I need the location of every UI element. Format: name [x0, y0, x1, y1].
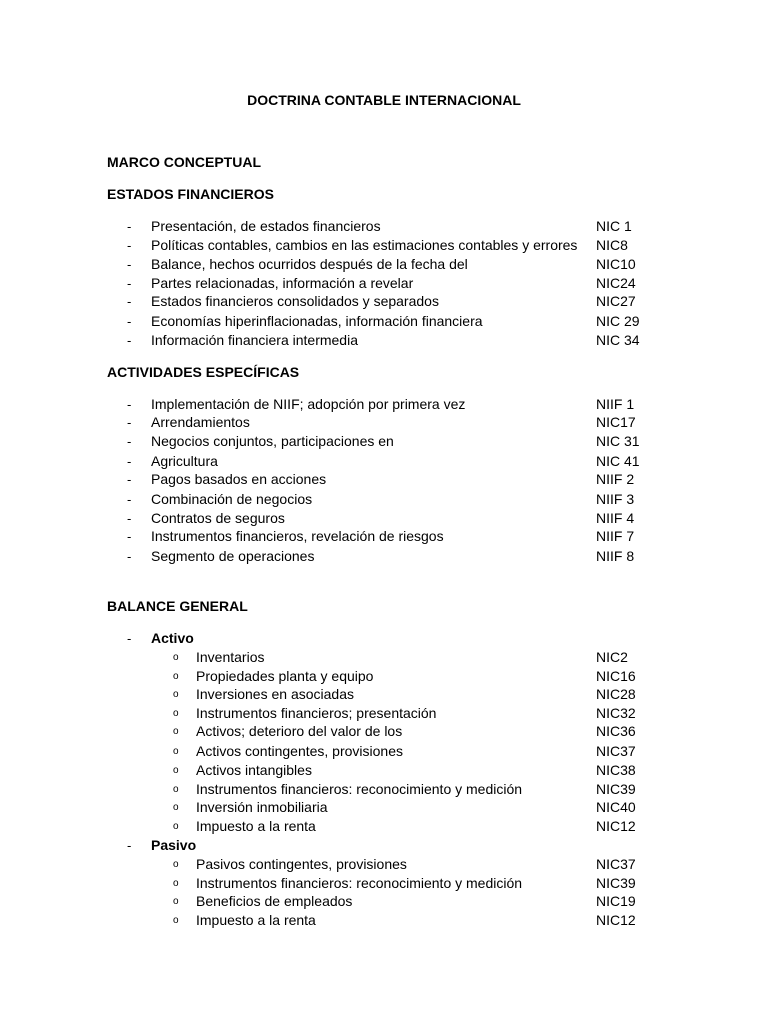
list-bullet: o	[173, 765, 179, 776]
list-dash: -	[127, 415, 132, 430]
item-code: NIC19	[596, 893, 636, 909]
item-text: Arrendamientos	[151, 414, 250, 430]
list-bullet: o	[173, 689, 179, 700]
list-bullet: o	[173, 652, 179, 663]
list-dash: -	[127, 397, 132, 412]
list-bullet: o	[173, 896, 179, 907]
list-item	[0, 395, 768, 414]
group-label-pasivo: Pasivo	[151, 837, 197, 853]
item-code: NIC32	[596, 705, 636, 721]
list-dash: -	[127, 219, 132, 234]
list-item	[0, 255, 768, 274]
item-text: Contratos de seguros	[151, 510, 285, 526]
sub-list-item	[0, 798, 768, 817]
list-item	[0, 509, 768, 528]
list-dash: -	[127, 333, 132, 348]
list-bullet: o	[173, 708, 179, 719]
list-item	[0, 490, 768, 509]
item-text: Instrumentos financieros, revelación de riesgos	[151, 528, 444, 544]
item-text: Instrumentos financieros; presentación	[196, 705, 437, 721]
item-code: NIIF 7	[596, 528, 635, 544]
sub-list-item	[0, 761, 768, 780]
sub-list-item	[0, 911, 768, 930]
list-dash: -	[127, 314, 132, 329]
list-item	[0, 527, 768, 546]
list-dash: -	[127, 511, 132, 526]
item-code: NIC 29	[596, 313, 640, 329]
item-text: Implementación de NIIF; adopción por primera vez	[151, 396, 466, 412]
item-text: Estados financieros consolidados y separados	[151, 293, 439, 309]
sub-list-item	[0, 742, 768, 761]
list-bullet: o	[173, 784, 179, 795]
item-text: Instrumentos financieros: reconocimiento y medición	[196, 781, 523, 797]
list-bullet: o	[173, 746, 179, 757]
item-text: Inventarios	[196, 649, 265, 665]
item-code: NIC12	[596, 818, 636, 834]
item-text: Inversiones en asociadas	[196, 686, 354, 702]
item-text: Presentación, de estados financieros	[151, 218, 381, 234]
item-text: Combinación de negocios	[151, 491, 313, 507]
item-code: NIC39	[596, 875, 636, 891]
item-text: Información financiera intermedia	[151, 332, 358, 348]
item-code: NIC8	[596, 237, 628, 253]
item-text: Economías hiperinflacionadas, información financiera	[151, 313, 483, 329]
list-item	[0, 292, 768, 311]
group-pasivo	[0, 836, 768, 855]
item-code: NIC28	[596, 686, 636, 702]
item-code: NIC36	[596, 723, 636, 739]
sub-list-item	[0, 817, 768, 836]
item-text: Agricultura	[151, 453, 218, 469]
list-item	[0, 413, 768, 432]
item-code: NIIF 8	[596, 548, 635, 564]
item-text: Partes relacionadas, información a revelar	[151, 275, 414, 291]
item-text: Activos contingentes, provisiones	[196, 743, 403, 759]
item-code: NIIF 3	[596, 491, 635, 507]
list-bullet: o	[173, 859, 179, 870]
sub-list-item	[0, 855, 768, 874]
item-text: Inversión inmobiliaria	[196, 799, 328, 815]
item-text: Pasivos contingentes, provisiones	[196, 856, 407, 872]
item-code: NIC2	[596, 649, 628, 665]
group-activo	[0, 629, 768, 648]
list-item	[0, 432, 768, 451]
item-code: NIIF 2	[596, 471, 635, 487]
item-code: NIC10	[596, 256, 636, 272]
item-code: NIIF 1	[596, 396, 635, 412]
item-code: NIC 1	[596, 218, 632, 234]
list-dash: -	[127, 454, 132, 469]
item-code: NIC40	[596, 799, 636, 815]
item-text: Activos intangibles	[196, 762, 312, 778]
list-bullet: o	[173, 821, 179, 832]
item-code: NIC37	[596, 856, 636, 872]
list-item	[0, 452, 768, 471]
item-text: Activos; deterioro del valor de los	[196, 723, 403, 739]
item-text: Instrumentos financieros: reconocimiento y medición	[196, 875, 523, 891]
sub-list-item	[0, 874, 768, 893]
group-label-activo: Activo	[151, 630, 194, 646]
sub-list-item	[0, 667, 768, 686]
item-code: NIC16	[596, 668, 636, 684]
list-bullet: o	[173, 878, 179, 889]
list-dash: -	[127, 838, 132, 853]
section-heading-estados-financieros: ESTADOS FINANCIEROS	[107, 186, 274, 202]
list-bullet: o	[173, 802, 179, 813]
item-code: NIC 31	[596, 433, 640, 449]
item-text: Segmento de operaciones	[151, 548, 315, 564]
item-code: NIC 41	[596, 453, 640, 469]
item-text: Beneficios de empleados	[196, 893, 353, 909]
item-code: NIC39	[596, 781, 636, 797]
item-code: NIC12	[596, 912, 636, 928]
item-code: NIC27	[596, 293, 636, 309]
list-item	[0, 236, 768, 255]
list-item	[0, 217, 768, 236]
section-heading-actividades-especificas: ACTIVIDADES ESPECÍFICAS	[107, 364, 300, 380]
item-text: Balance, hechos ocurridos después de la fecha del	[151, 256, 468, 272]
list-bullet: o	[173, 915, 179, 926]
list-dash: -	[127, 492, 132, 507]
sub-list-item	[0, 892, 768, 911]
item-text: Políticas contables, cambios en las estimaciones contables y errores	[151, 237, 578, 253]
list-item	[0, 470, 768, 489]
list-item	[0, 331, 768, 350]
list-dash: -	[127, 257, 132, 272]
item-text: Propiedades planta y equipo	[196, 668, 374, 684]
item-code: NIC38	[596, 762, 636, 778]
list-dash: -	[127, 276, 132, 291]
item-code: NIC 34	[596, 332, 640, 348]
document-title: DOCTRINA CONTABLE INTERNACIONAL	[247, 92, 521, 108]
list-dash: -	[127, 434, 132, 449]
item-code: NIIF 4	[596, 510, 635, 526]
list-bullet: o	[173, 726, 179, 737]
item-code: NIC24	[596, 275, 636, 291]
item-text: Impuesto a la renta	[196, 912, 316, 928]
list-item	[0, 274, 768, 293]
list-dash: -	[127, 472, 132, 487]
list-dash: -	[127, 549, 132, 564]
item-text: Negocios conjuntos, participaciones en	[151, 433, 394, 449]
sub-list-item	[0, 685, 768, 704]
item-text: Pagos basados en acciones	[151, 471, 327, 487]
list-dash: -	[127, 238, 132, 253]
list-item	[0, 312, 768, 331]
item-text: Impuesto a la renta	[196, 818, 316, 834]
section-heading-balance-general: BALANCE GENERAL	[107, 598, 248, 614]
list-dash: -	[127, 631, 132, 646]
sub-list-item	[0, 780, 768, 799]
section-heading-marco-conceptual: MARCO CONCEPTUAL	[107, 154, 261, 170]
sub-list-item	[0, 648, 768, 667]
list-dash: -	[127, 294, 132, 309]
sub-list-item	[0, 722, 768, 741]
sub-list-item	[0, 704, 768, 723]
list-item	[0, 547, 768, 566]
item-code: NIC17	[596, 414, 636, 430]
item-code: NIC37	[596, 743, 636, 759]
list-dash: -	[127, 529, 132, 544]
list-bullet: o	[173, 671, 179, 682]
